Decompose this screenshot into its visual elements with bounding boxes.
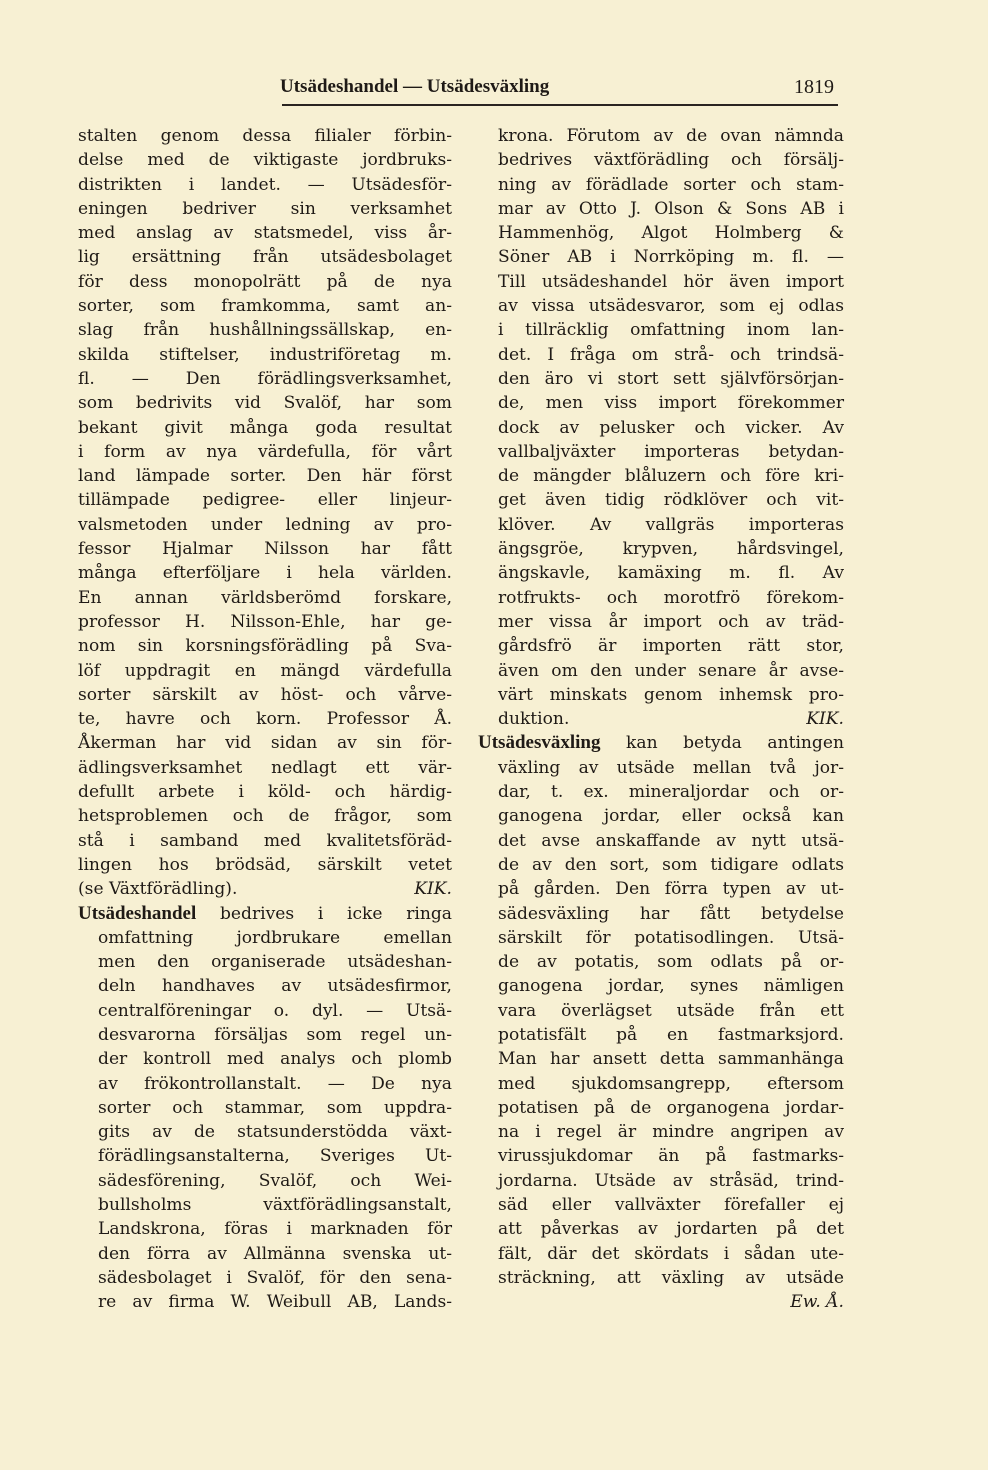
text-line: för dess monopolrätt på de nya: [78, 271, 452, 292]
text-line: stalten genom dessa filialer förbin-: [78, 126, 452, 146]
text-line: der kontroll med analys och plomb: [98, 1049, 452, 1070]
text-line: sorter och stammar, som uppdra-: [98, 1097, 452, 1118]
text-line: deln handhaves av utsädesfirmor,: [98, 976, 452, 997]
text-line: nom sin korsningsförädling på Sva-: [78, 636, 452, 657]
text-line: sorter, som framkomma, samt an-: [78, 296, 452, 317]
right-paragraph: [478, 124, 844, 707]
text-line: ganogena jordar, synes nämligen: [498, 976, 844, 997]
text-line: på gården. Den förra typen av ut-: [498, 879, 844, 900]
left-sig-line: [78, 877, 452, 901]
entry-heading-utsadeshandel: Utsädeshandel: [78, 902, 197, 924]
text-line: Till utsädeshandel hör även import: [498, 271, 844, 292]
text-line: bekant givit många goda resultat: [78, 417, 452, 438]
text-line: skilda stiftelser, industriföretag m.: [78, 344, 452, 365]
text-line: potatisfält på en fastmarksjord.: [498, 1024, 844, 1045]
text-line: re av firma W. Weibull AB, Lands-: [98, 1292, 452, 1313]
text-line: slag från hushållningssällskap, en-: [78, 320, 452, 341]
text-line: fl. — Den förädlingsverksamhet,: [78, 368, 452, 389]
text-line: även om den under senare år avse-: [498, 660, 844, 681]
text-line: Man har ansett detta sammanhänga: [498, 1049, 844, 1070]
text-line: sädesförening, Svalöf, och Wei-: [98, 1170, 452, 1191]
text-line: ning av förädlade sorter och stam-: [498, 174, 844, 195]
text-line: rotfrukts- och morotfrö förekom-: [498, 587, 844, 608]
text-line: Söner AB i Norrköping m. fl. —: [498, 247, 844, 268]
text-line: den äro vi stort sett självförsörjan-: [498, 368, 844, 389]
entry-utsadeshandel-body: [78, 926, 452, 1315]
text-line: dock av pelusker och vicker. Av: [498, 417, 844, 438]
header-title: Utsädeshandel — Utsädesväxling: [280, 76, 550, 97]
text-line: klöver. Av vallgräs importeras: [498, 514, 844, 535]
text-line: vallbaljväxter importeras betydan-: [498, 441, 844, 462]
left-column: [78, 124, 452, 1315]
text-line: fessor Hjalmar Nilsson har fått: [78, 539, 452, 560]
text-line: potatisen på de organogena jordar-: [498, 1097, 844, 1118]
text-line: de av potatis, som odlats på or-: [498, 952, 844, 973]
entry-utsadeshandel-first-text: bedrives i icke ringa: [219, 903, 452, 924]
text-line: get även tidig rödklöver och vit-: [498, 490, 844, 511]
text-line: med sjukdomsangrepp, eftersom: [498, 1073, 844, 1094]
signature-ew-a: Ew. Å.: [790, 1292, 844, 1313]
signature-kik-2: KIK.: [806, 709, 844, 730]
text-line: som bedrivits vid Svalöf, har som: [78, 393, 452, 414]
text-line: jordarna. Utsäde av stråsäd, trind-: [498, 1170, 844, 1191]
text-line: En annan världsberömd forskare,: [78, 587, 452, 608]
text-line: växling av utsäde mellan två jor-: [498, 757, 844, 778]
text-line: säd eller vallväxter förefaller ej: [498, 1195, 844, 1216]
text-line: Landskrona, föras i marknaden för: [98, 1219, 452, 1240]
text-line: mer vissa år import och av träd-: [498, 611, 844, 632]
text-line: med anslag av statsmedel, viss år-: [78, 223, 452, 244]
text-line: bedrives växtförädling och försälj-: [498, 150, 844, 171]
text-line: ädlingsverksamhet nedlagt ett vär-: [78, 757, 452, 778]
entry-heading-utsadesvaxling: Utsädesväxling: [478, 732, 601, 754]
text-line: distrikten i landet. — Utsädesför-: [78, 174, 452, 195]
text-line: centralföreningar o. dyl. — Utsä-: [98, 1000, 452, 1021]
text-line: i tillräcklig omfattning inom lan-: [498, 320, 844, 341]
text-line: sädesbolaget i Svalöf, för den sena-: [98, 1267, 452, 1288]
text-line: mar av Otto J. Olson & Sons AB i: [498, 198, 844, 219]
text-line: te, havre och korn. Professor Å.: [78, 709, 452, 730]
entry-utsadesvaxling-first-text: kan betyda antingen: [626, 733, 844, 754]
text-line: men den organiserade utsädeshan-: [98, 952, 452, 973]
text-line: lig ersättning från utsädesbolaget: [78, 247, 452, 268]
entry-utsadeshandel-first-line: [78, 902, 452, 926]
text-line: de, men viss import förekommer: [498, 393, 844, 414]
page-number: 1819: [794, 76, 834, 98]
text-line: na i regel är mindre angripen av: [498, 1122, 844, 1143]
text-line: gits av de statsunderstödda växt-: [98, 1122, 452, 1143]
text-line: de av den sort, som tidigare odlats: [498, 854, 844, 875]
text-line: värt minskats genom inhemsk pro-: [498, 684, 844, 705]
text-line: det. I fråga om strå- och trindsä-: [498, 344, 844, 365]
signature-kik-1: KIK.: [414, 879, 452, 900]
right-column: [478, 124, 844, 1315]
text-line: i form av nya värdefulla, för vårt: [78, 441, 452, 462]
text-line: hetsproblemen och de frågor, som: [78, 806, 452, 827]
text-line: virussjukdomar än på fastmarks-: [498, 1146, 844, 1167]
text-line: vara överlägset utsäde från ett: [498, 1000, 844, 1021]
header-rule: [282, 104, 838, 106]
running-header: [80, 66, 840, 106]
text-line: defullt arbete i köld- och härdig-: [78, 782, 452, 803]
text-line: fält, där det skördats i sådan ute-: [498, 1243, 844, 1264]
text-line: särskilt för potatisodlingen. Utsä-: [498, 927, 844, 948]
entry-utsadesvaxling-first-line: [478, 731, 844, 755]
text-line: krona. Förutom av de ovan nämnda: [498, 126, 844, 146]
right-sig-text: duktion.: [498, 709, 570, 730]
text-line: av frökontrollanstalt. — De nya: [98, 1073, 452, 1094]
text-line: den förra av Allmänna svenska ut-: [98, 1243, 452, 1264]
text-line: Hammenhög, Algot Holmberg &: [498, 223, 844, 244]
text-line: ganogena jordar, eller också kan: [498, 806, 844, 827]
text-line: löf uppdragit en mängd värdefulla: [78, 660, 452, 681]
text-line: ängskavle, kamäxing m. fl. Av: [498, 563, 844, 584]
text-line: ängsgröe, krypven, hårdsvingel,: [498, 539, 844, 560]
text-line: stå i samband med kvalitetsföräd-: [78, 830, 452, 851]
left-sig-text: (se Växtförädling).: [78, 879, 238, 900]
text-line: lingen hos brödsäd, särskilt vetet: [78, 854, 452, 875]
text-line: sorter särskilt av höst- och vårve-: [78, 684, 452, 705]
text-line: valsmetoden under ledning av pro-: [78, 514, 452, 535]
text-line: bullsholms växtförädlingsanstalt,: [98, 1195, 452, 1216]
left-paragraph: [78, 124, 452, 877]
text-line: förädlingsanstalterna, Sveriges Ut-: [98, 1146, 452, 1167]
text-line: sädesväxling har fått betydelse: [498, 903, 844, 924]
text-line: många efterföljare i hela världen.: [78, 563, 452, 584]
text-line: delse med de viktigaste jordbruks-: [78, 150, 452, 171]
text-line: det avse anskaffande av nytt utsä-: [498, 830, 844, 851]
text-line: eningen bedriver sin verksamhet: [78, 198, 452, 219]
text-line: av vissa utsädesvaror, som ej odlas: [498, 296, 844, 317]
text-line: omfattning jordbrukare emellan: [98, 927, 452, 948]
text-line: gårdsfrö är importen rätt stor,: [498, 636, 844, 657]
entry-utsadesvaxling-body: [478, 756, 844, 1291]
text-line: sträckning, att växling av utsäde: [498, 1267, 844, 1288]
text-line: de mängder blåluzern och före kri-: [498, 466, 844, 487]
text-line: Åkerman har vid sidan av sin för-: [78, 733, 452, 754]
text-line: tillämpade pedigree- eller linjeur-: [78, 490, 452, 511]
text-line: dar, t. ex. mineraljordar och or-: [498, 782, 844, 803]
text-line: att påverkas av jordarten på det: [498, 1219, 844, 1240]
text-line: land lämpade sorter. Den här först: [78, 466, 452, 487]
signature-line-ew: [478, 1290, 844, 1314]
text-line: desvarorna försäljas som regel un-: [98, 1024, 452, 1045]
right-sig-line: [478, 707, 844, 731]
text-line: professor H. Nilsson-Ehle, har ge-: [78, 611, 452, 632]
